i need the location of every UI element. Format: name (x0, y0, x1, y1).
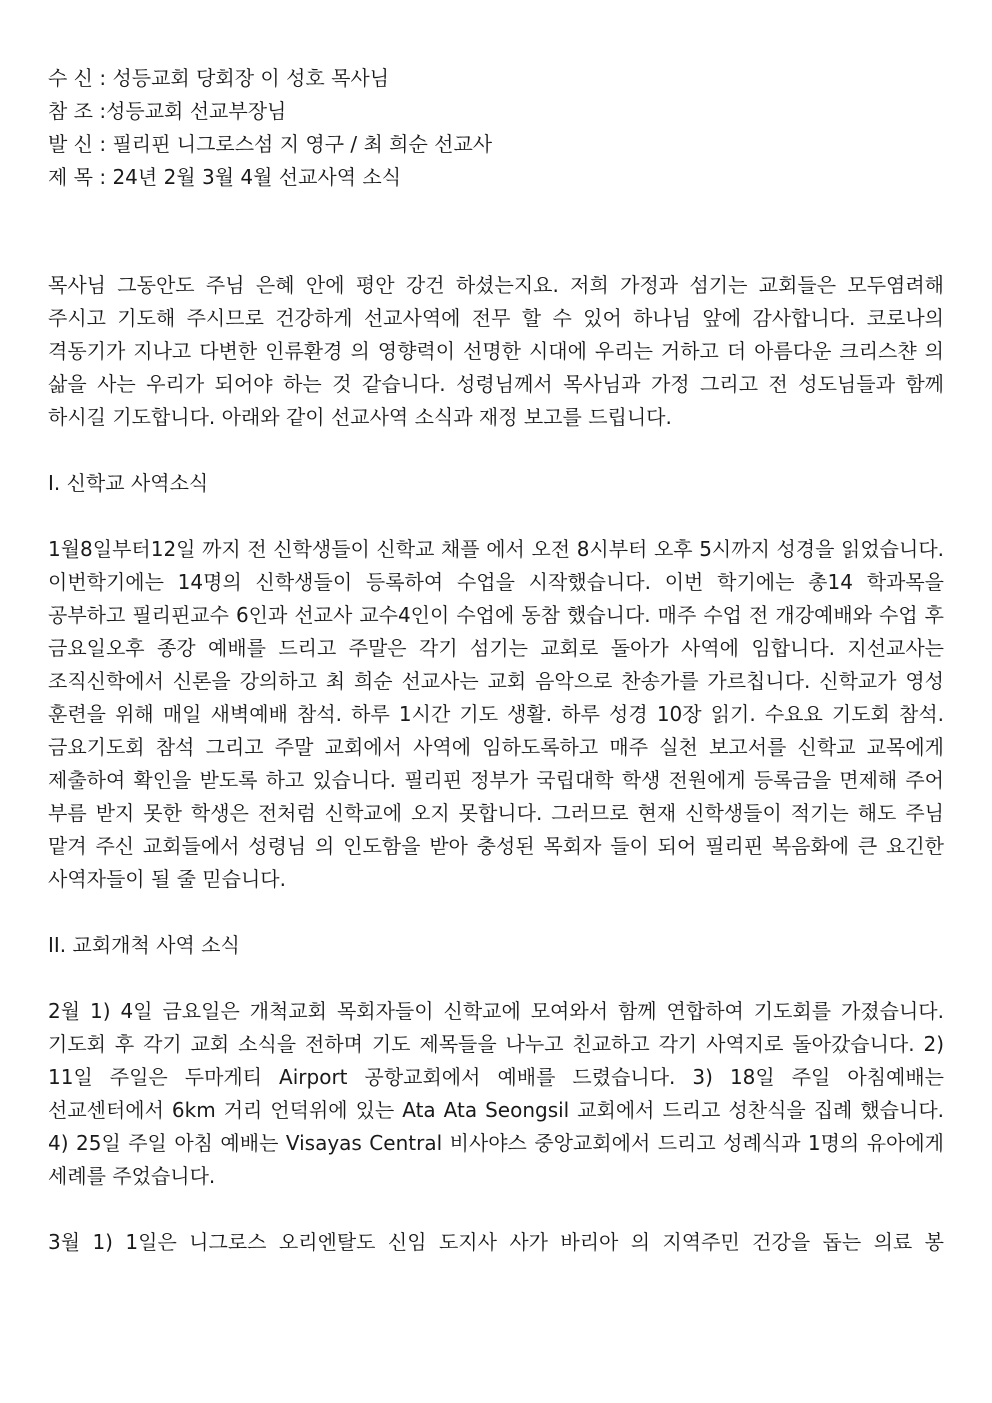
spacer (48, 434, 944, 467)
header-spacer (48, 194, 944, 258)
intro-paragraph: 목사님 그동안도 주님 은혜 안에 평안 강건 하셨는지요. 저희 가정과 섬기는 교회들은 모두염려해 주시고 기도해 주시므로 건강하게 선교사역에 전무 할 수 있어 하나님 앞에 감사합니다. 코로나의 격동기가 지나고 다변한 인류환경 의 영향력이 선명한 시대에 우리는 거하고 더 아름다운 크리스챤 의 삶을 사는 우리가 되어야 하는 것 같습니다. 성령님께서 목사님과 가정 그리고 전 성도님들과 함께 하시길 기도합니다. 아래와 같이 선교사역 소식과 재정 보고를 드립니다. (48, 273, 944, 429)
recipient-line: 수 신 : 성등교회 당회장 이 성호 목사님 (48, 66, 390, 90)
february-paragraph: 2월 1) 4일 금요일은 개척교회 목회자들이 신학교에 모여와서 함께 연합하여 기도회를 가졌습니다. 기도회 후 각기 교회 소식을 전하며 기도 제목들을 나누고 친교하고 각기 사역지로 돌아갔습니다. 2) 11일 주일은 두마게티 Airport 공항교회에서 예배를 드렸습니다. 3) 18일 주일 아침예배는 선교센터에서 6km 거리 언덕위에 있는 Ata Ata Seongsil 교회에서 드리고 성찬식을 집례 했습니다. 4) 25일 주일 아침 예배는 Visayas Central 비사야스 중앙교회에서 드리고 성례식과 1명의 유아에게 세례를 주었습니다. (48, 999, 944, 1188)
spacer (48, 896, 944, 929)
seminary-paragraph: 1월8일부터12일 까지 전 신학생들이 신학교 채플 에서 오전 8시부터 오후 5시까지 성경을 읽었습니다. 이번학기에는 14명의 신학생들이 등록하여 수업을 시작했습니다. 이번 학기에는 총14 학과목을 공부하고 필리핀교수 6인과 선교사 교수4인이 수업에 동참 했습니다. 매주 수업 전 개강예배와 수업 후 금요일오후 종강 예배를 드리고 주말은 각기 섬기는 교회로 돌아가 사역에 임합니다. 지선교사는 조직신학에서 신론을 강의하고 최 희순 선교사는 교회 음악으로 찬송가를 가르칩니다. 신학교가 영성 훈련을 위해 매일 새벽예배 참석. 하루 1시간 기도 생활. 하루 성경 10장 읽기. 수요요 기도회 참석. 금요기도회 참석 그리고 주말 교회에서 사역에 임하도록하고 매주 실천 보고서를 신학교 교목에게 제출하여 확인을 받도록 하고 있습니다. 필리핀 정부가 국립대학 학생 전원에게 등록금을 면제해 주어 부름 받지 못한 학생은 전처럼 신학교에 오지 못합니다. 그러므로 현재 신학생들이 적기는 해도 주님 맡겨 주신 교회들에서 성령님 의 인도함을 받아 충성된 목회자 들이 되어 필리핀 복음화에 큰 요긴한 사역자들이 될 줄 믿습니다. (48, 537, 944, 891)
section-heading-seminary: I. 신학교 사역소식 (48, 471, 209, 495)
subject-line: 제 목 : 24년 2월 3월 4월 선교사역 소식 (48, 165, 402, 189)
section-heading-church-planting: II. 교회개척 사역 소식 (48, 933, 240, 957)
sender-line: 발 신 : 필리핀 니그로스섬 지 영구 / 최 희순 선교사 (48, 132, 493, 156)
spacer (48, 962, 944, 995)
letter-page (48, 62, 944, 1259)
spacer (48, 500, 944, 533)
spacer (48, 1193, 944, 1226)
reference-line: 참 조 :성등교회 선교부장님 (48, 99, 287, 123)
march-paragraph: 3월 1) 1일은 니그로스 오리엔탈도 신임 도지사 사가 바리아 의 지역주민 건강을 돕는 의료 봉 (48, 1230, 944, 1254)
